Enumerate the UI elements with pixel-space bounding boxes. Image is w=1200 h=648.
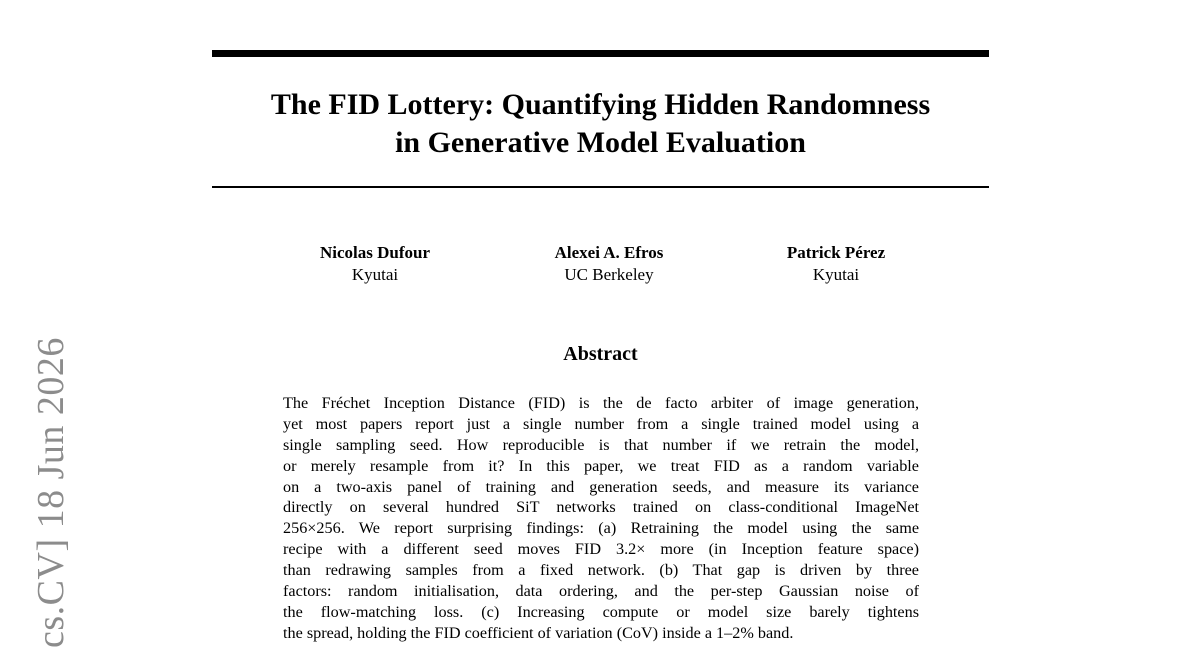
- author-affiliation: Kyutai: [812, 265, 860, 284]
- abstract-line: recipe with a different seed moves FID 3.2× more (in Inception feature space): [283, 540, 919, 559]
- abstract-line: the flow-matching loss. (c) Increasing compute or model size barely tightens: [283, 602, 919, 621]
- abstract-line: yet most papers report just a single number from a single trained model using a: [283, 414, 919, 433]
- abstract-line: than redrawing samples from a fixed network. (b) That gap is driven by three: [283, 561, 919, 580]
- abstract-line: on a two-axis panel of training and generation seeds, and measure its variance: [283, 477, 919, 496]
- abstract-line: or merely resample from it? In this paper, we treat FID as a random variable: [283, 456, 919, 475]
- title-top-rule: [212, 50, 989, 57]
- author-2: [509, 242, 709, 286]
- abstract-line: single sampling seed. How reproducible is that number if we retrain the model,: [283, 435, 919, 454]
- abstract-line: 256×256. We report surprising findings: (a) Retraining the model using the same: [283, 519, 919, 538]
- arxiv-identifier-stamp: cs.CV] 18 Jun 2026: [30, 337, 72, 648]
- author-affiliation: UC Berkeley: [564, 265, 654, 284]
- abstract-heading: Abstract: [563, 343, 638, 365]
- author-name: Patrick Pérez: [786, 243, 886, 262]
- author-name: Nicolas Dufour: [319, 243, 431, 262]
- paper-title-line-1: The FID Lottery: Quantifying Hidden Randomness: [270, 88, 931, 121]
- abstract-line: the spread, holding the FID coefficient of variation (CoV) inside a 1–2% band.: [283, 623, 794, 642]
- paper-title: [212, 86, 989, 162]
- abstract-text: [283, 393, 919, 644]
- abstract-line: factors: random initialisation, data ordering, and the per-step Gaussian noise of: [283, 582, 919, 601]
- paper-title-line-2: in Generative Model Evaluation: [395, 126, 806, 159]
- author-affiliation: Kyutai: [351, 265, 399, 284]
- author-block: [0, 242, 1200, 292]
- author-1: [275, 242, 475, 286]
- author-name: Alexei A. Efros: [554, 243, 664, 262]
- abstract-line: directly on several hundred SiT networks trained on class-conditional ImageNet: [283, 498, 919, 517]
- author-3: [736, 242, 936, 286]
- abstract-line: The Fréchet Inception Distance (FID) is the de facto arbiter of image generation,: [283, 394, 919, 412]
- title-bottom-rule: [212, 186, 989, 188]
